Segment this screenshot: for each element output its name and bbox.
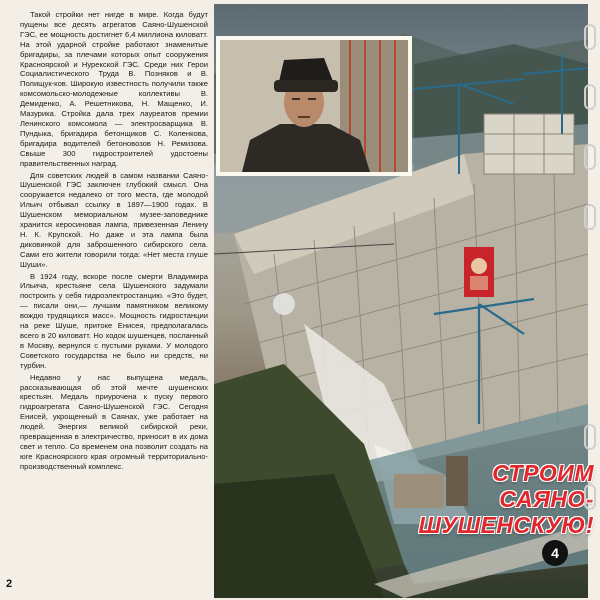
binding-ring (584, 484, 596, 510)
headline-line-1: СТРОИМ (492, 460, 594, 486)
binding-ring (584, 424, 596, 450)
article-paragraph-4: Недавно у нас выпущена медаль, рассказывающая об этой мечте шушенских крестьян. Медаль приурочена к пуску первого гидроагрегата Саяно-Шушенской ГЭС. Сегодня Енисей, укрощенный в Саянах, уже работает на людей. Энергия великой сибирской реки, превращенная в электричество, приносит в их дома свет и тепло. Со временем она позволит создать на юге Красноярского края огромный территориально-производственный комплекс. (20, 372, 208, 471)
headline (362, 460, 594, 538)
article-text-column (20, 10, 208, 580)
binding-rings (582, 4, 600, 598)
article-paragraph-2: Для советских людей в самом названии Саяно-Шушенской ГЭС заключен глубокий смысл. Она сооружается недалеко от того места, где молодой Ильич отбывал ссылку в 1897—1900 годах. В Шушенском мемориальном музее-заповеднике хранится керосиновая лампа, привезенная Ленину Н. К. Крупской. Но даже и эта лампа была диковинкой для заброшенного сибирского села. Сами его жители говорили тогда: «Нет места глуше Шуши». (20, 170, 208, 269)
portrait-inset (216, 36, 412, 176)
headline-line-3: ШУШЕНСКУЮ! (418, 512, 594, 538)
binding-ring (584, 144, 596, 170)
page-number: 2 (6, 578, 13, 590)
worker-portrait (220, 40, 408, 172)
article-paragraph-1: Такой стройки нет нигде в мире. Когда будут пущены все десять агрегатов Саяно-Шушенской ГЭС, ее мощность достигнет 6,4 миллиона киловатт. На этой ударной стройке работают знаменитые бригадиры, за плечами которых опыт сооружения Красноярской и Нурекской ГЭС. Среди них Герои Социалистического Труда В. Позняков и В. Полищук-ков. Широкую известность получили также комсомольско-молодежные коллективы В. Демиденко, А. Решетникова, Н. Мащенко, И. Мазурика. Стройка дала трех лауреатов премии Ленинского комсомола — электросварщика В. Пундыка, бригадира бетонщиков С. Коленкова, бригадира водителей бетоновозов Н. Ремизова. Свыше 300 гидростроителей удостоены правительственных наград. (20, 10, 208, 168)
binding-ring (584, 84, 596, 110)
slide-number-badge: 4 (542, 540, 568, 566)
binding-ring (584, 24, 596, 50)
article-paragraph-3: В 1924 году, вскоре после смерти Владимира Ильича, крестьяне села Шушенского задумали построить у себя гидроэлектростанцию. «Это будет,— писали они,— лучшим памятником великому вождю трудящихся масс». Мощность гидростанции на реке Шуше, притоке Енисея, предполагалась всего в 20 киловатт. Но ходок шушенцев, посланный в Москву, вернулся с пустыми руками. У молодого Советского государства не было ни средств, ни турбин. (20, 271, 208, 370)
headline-line-2: САЯНО- (499, 486, 594, 512)
binding-ring (584, 204, 596, 230)
